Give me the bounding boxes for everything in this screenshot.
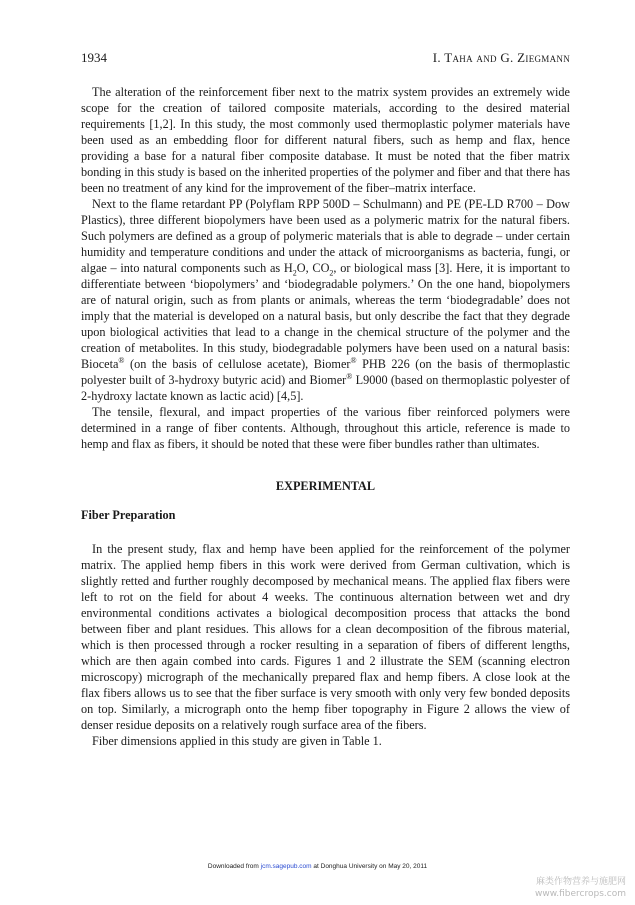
page-number: 1934 xyxy=(81,50,107,65)
paragraph-2: Next to the flame retardant PP (Polyflam RPP 500D – Schulmann) and PE (PE-LD R700 – Dow Plastics), three different biopolymers have been used as a polymeric matrix for the natural fibers. Such polymers are defined as a group of polymeric materials that is able to degrade – under certain humidity and temperature conditions and under the attack of microorganisms as bacteria, fungi, or algae – into natural components such as $H_2O$, $CO_2$, or biological mass [3]. Here, it is important to differentiate between ‘biopolymers’ and ‘biodegradable polymers.’ On the one hand, biopolymers are of natural origin, such as from plants or animals, whereas the term ‘biodegradable’ does not imply that the material is developed on a natural basis, but only describe the fact that they degrade upon biological activities that lead to a change in the chemical structure of the polymer and the creation of metabolites. In this study, biodegradable polymers have been used on a natural basis: Bioceta® (on the basis of cellulose acetate), Biomer® PHB 226 (on the basis of thermoplastic polyester built of 3-hydroxy butyric acid) and Biomer® L9000 (based on thermoplastic polyester of 2-hydroxy lactate known as lactic acid) [4,5]. xyxy=(81,197,570,403)
paragraph-3: The tensile, flexural, and impact properties of the various fiber reinforced polymers were determined in a range of fiber contents. Although, throughout this article, reference is made to hemp and flax as fibers, it should be noted that these were fiber bundles rather than ultimates. xyxy=(81,405,570,451)
watermark-line-1: 麻类作物营养与施肥网 xyxy=(535,877,626,887)
watermark-line-2: www.fibercrops.com xyxy=(535,889,626,899)
page-content xyxy=(81,50,570,749)
running-head-authors: I. Taha and G. Ziegmann xyxy=(432,50,570,65)
footer-suffix: at Donghua University on May 20, 2011 xyxy=(311,863,428,870)
download-footer xyxy=(0,863,635,870)
subsection-heading: Fiber Preparation xyxy=(81,508,176,522)
watermark xyxy=(535,876,626,900)
footer-link[interactable]: jcm.sagepub.com xyxy=(260,863,312,870)
running-head xyxy=(81,50,570,66)
section-heading: EXPERIMENTAL xyxy=(275,479,376,493)
paragraph-4: In the present study, flax and hemp have been applied for the reinforcement of the polymer matrix. The applied hemp fibers in this work were derived from German cultivation, which is slightly retted and further roughly decomposed by mechanical means. The applied flax fibers were left to rot on the field for about 4 weeks. The continuous alternation between wet and dry environmental conditions activates a biological decomposition process that attacks the bond between fiber and plant residues. This allows for a clean decomposition of the fibrous material, which is then processed through a rocker resulting in a separation of fibers of different lengths, which are then again combed into cards. Figures 1 and 2 illustrate the SEM (scanning electron microscopy) micrograph of the mechanically prepared flax and hemp fibers. A close look at the flax fibers allows us to see that the fiber surface is very smooth with only very few bonded deposits on top. Similarly, a micrograph onto the hemp fiber topography in Figure 2 allows the view of denser residue deposits on a relatively rough surface area of the fibers. xyxy=(81,542,570,732)
article-body xyxy=(81,84,570,749)
footer-prefix: Downloaded from xyxy=(207,863,261,870)
paragraph-1: The alteration of the reinforcement fiber next to the matrix system provides an extremely wide scope for the creation of tailored composite materials, according to the desired material requirements [1,2]. In this study, the most commonly used thermoplastic polymer materials have been used as an embedding floor for different natural fibers, such as hemp and flax, hence providing a base for a natural fiber composite database. It must be noted that the fiber matrix bonding in this study is based on the inherited properties of the polymer and fiber and that there has been no treatment of any kind for the improvement of the fiber–matrix interface. xyxy=(81,85,570,195)
paragraph-5: Fiber dimensions applied in this study are given in Table 1. xyxy=(92,734,382,748)
